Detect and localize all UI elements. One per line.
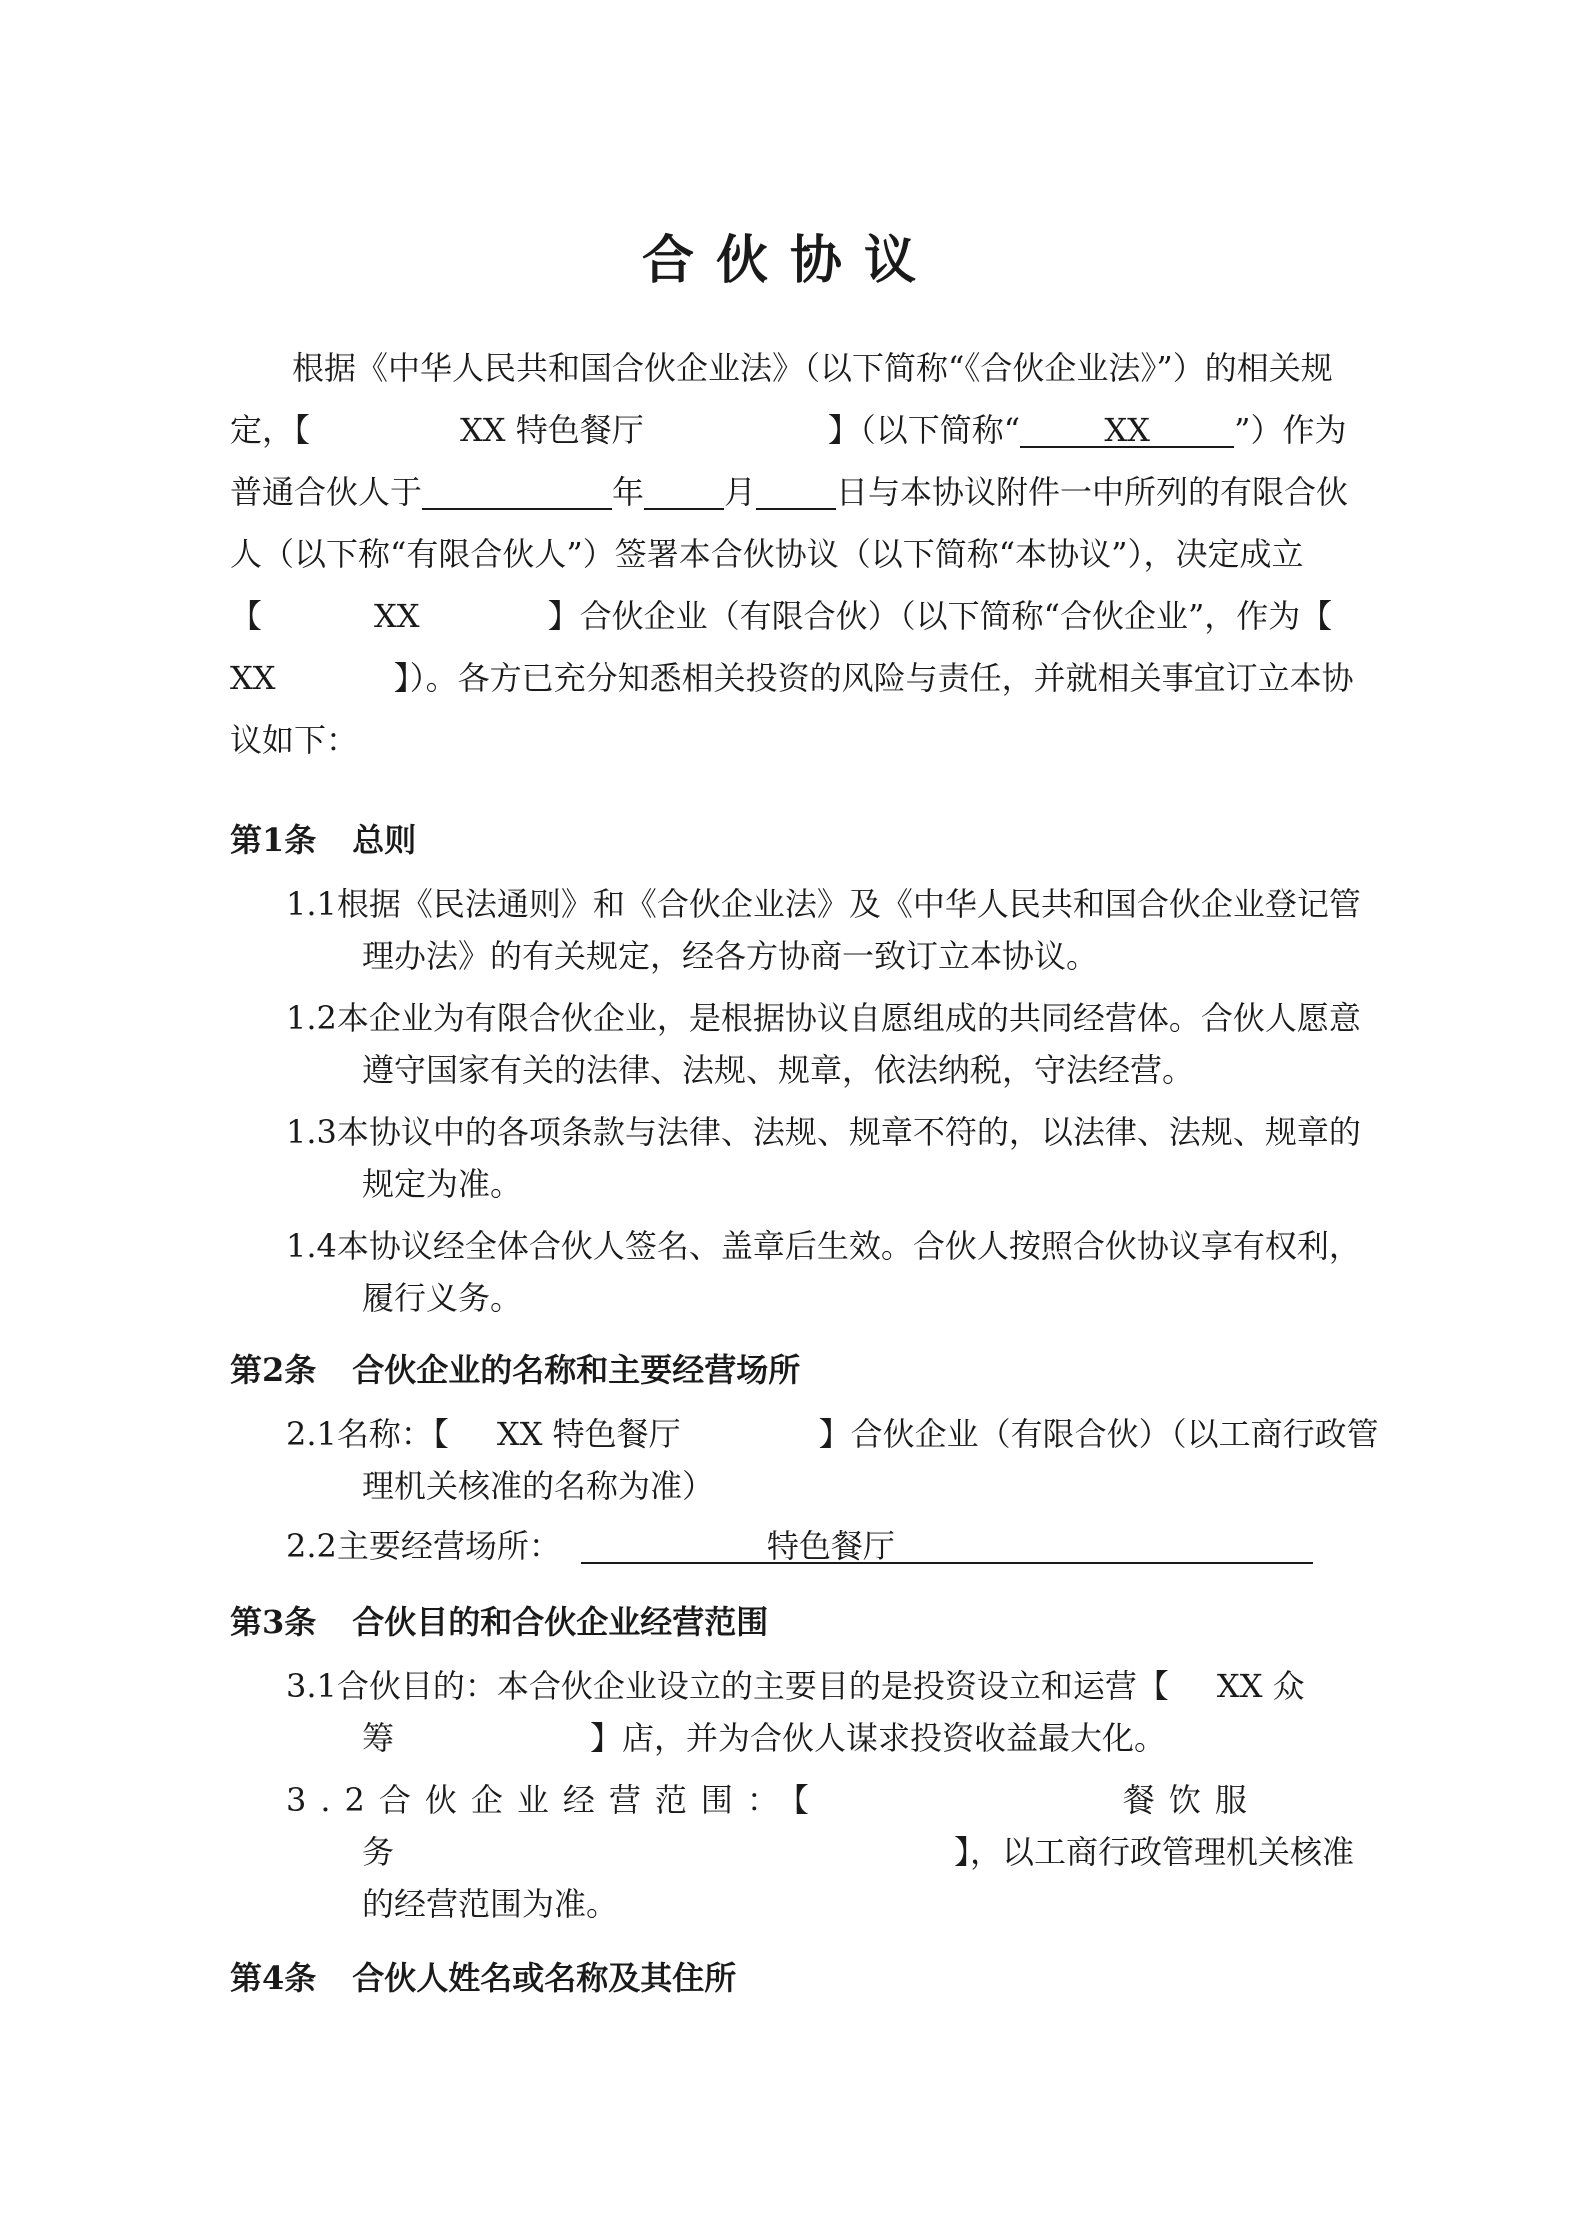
short-name: XX bbox=[1104, 411, 1150, 449]
clause-1-1-line-2: 理办法》的有关规定，经各方协商一致订立本协议。 bbox=[362, 937, 1099, 975]
intro-text: 】）。各方已充分知悉相关投资的风险与责任，并就相关事宜订立本协 bbox=[393, 659, 1354, 697]
clause-1-1-line-1: 1.1根据《民法通则》和《合伙企业法》及《中华人民共和国合伙企业登记管 bbox=[286, 885, 1361, 923]
clause-text: 3.2合伙企业经营范围：【 bbox=[286, 1781, 823, 1819]
clause-text: 2.2主要经营场所： bbox=[286, 1527, 561, 1565]
clause-3-2-line-1 bbox=[286, 1778, 1261, 1822]
article-number: 第2条 bbox=[230, 1351, 317, 1389]
company-name-blank: XX 特色餐厅 bbox=[460, 411, 644, 449]
clause-2-2-line bbox=[286, 1524, 1313, 1568]
clause-2-1-line-2: 理机关核准的名称为准） bbox=[362, 1467, 715, 1505]
intro-line-5 bbox=[230, 594, 1332, 638]
month-blank bbox=[644, 470, 724, 510]
intro-text: 定，【 bbox=[230, 411, 311, 449]
intro-text: 月 bbox=[724, 473, 757, 511]
article-title: 合伙目的和合伙企业经营范围 bbox=[352, 1603, 769, 1641]
article-title: 合伙企业的名称和主要经营场所 bbox=[352, 1351, 801, 1389]
year-blank bbox=[422, 470, 612, 510]
article-number: 第1条 bbox=[230, 821, 317, 859]
intro-text: ”）作为 bbox=[1234, 411, 1347, 449]
intro-line-4: 人（以下称“有限合伙人”）签署本合伙协议（以下简称“本协议”），决定成立 bbox=[230, 535, 1304, 573]
intro-text: 年 bbox=[612, 473, 645, 511]
business-place-blank bbox=[581, 1524, 1313, 1564]
article-2-heading bbox=[230, 1348, 800, 1392]
intro-line-6 bbox=[230, 656, 1354, 700]
clause-3-1-line-1 bbox=[286, 1664, 1305, 1708]
enterprise-name-blank: XX bbox=[374, 597, 420, 635]
intro-line-3 bbox=[230, 470, 1348, 514]
clause-3-2-line-3: 的经营范围为准。 bbox=[362, 1885, 619, 1923]
article-4-heading bbox=[230, 1956, 736, 2000]
document-title: 合伙协议 bbox=[641, 230, 938, 291]
clause-1-4-line-1: 1.4本协议经全体合伙人签名、盖章后生效。合伙人按照合伙协议享有权利， bbox=[286, 1227, 1361, 1265]
abbr-blank: XX bbox=[230, 659, 276, 697]
clause-1-3-line-2: 规定为准。 bbox=[362, 1165, 523, 1203]
clause-1-2-line-2: 遵守国家有关的法律、法规、规章，依法纳税，守法经营。 bbox=[362, 1051, 1195, 1089]
day-blank bbox=[756, 470, 836, 510]
intro-text: 普通合伙人于 bbox=[230, 473, 423, 511]
enterprise-name-blank: XX 特色餐厅 bbox=[496, 1415, 681, 1453]
intro-text: 】（以下简称“ bbox=[827, 411, 1021, 449]
article-number: 第4条 bbox=[230, 1959, 317, 1997]
clause-1-4-line-2: 履行义务。 bbox=[362, 1279, 523, 1317]
clause-1-3-line-1: 1.3本协议中的各项条款与法律、法规、规章不符的，以法律、法规、规章的 bbox=[286, 1113, 1361, 1151]
intro-text: 【 bbox=[230, 597, 263, 635]
store-name-blank: XX 众 bbox=[1216, 1667, 1305, 1705]
store-name-blank: 筹 bbox=[362, 1719, 395, 1757]
article-number: 第3条 bbox=[230, 1603, 317, 1641]
intro-line-1: 根据《中华人民共和国合伙企业法》（以下简称“《合伙企业法》”）的相关规 bbox=[292, 349, 1333, 387]
clause-1-2-line-1: 1.2本企业为有限合伙企业，是根据协议自愿组成的共同经营体。合伙人愿意 bbox=[286, 999, 1361, 1037]
clause-text: 3.1合伙目的：本合伙企业设立的主要目的是投资设立和运营【 bbox=[286, 1667, 1169, 1705]
article-title: 合伙人姓名或名称及其住所 bbox=[352, 1959, 737, 1997]
clause-text: 】合伙企业（有限合伙）（以工商行政管 bbox=[818, 1415, 1379, 1453]
article-title: 总则 bbox=[352, 821, 417, 859]
intro-line-7: 议如下： bbox=[230, 721, 359, 759]
intro-text: 】合伙企业（有限合伙）（以下简称“合伙企业”，作为【 bbox=[547, 597, 1333, 635]
intro-text: 日与本协议附件一中所列的有限合伙 bbox=[836, 473, 1349, 511]
business-scope-blank: 餐饮服 bbox=[1122, 1781, 1261, 1819]
clause-3-2-line-2 bbox=[362, 1830, 1354, 1874]
clause-text: 】店，并为合伙人谋求投资收益最大化。 bbox=[590, 1719, 1167, 1757]
clause-2-1-line-1 bbox=[286, 1412, 1379, 1456]
clause-text: 】，以工商行政管理机关核准 bbox=[954, 1833, 1355, 1871]
short-name-blank bbox=[1020, 408, 1234, 448]
article-3-heading bbox=[230, 1600, 768, 1644]
business-place: 特色餐厅 bbox=[766, 1527, 895, 1565]
business-scope-blank: 务 bbox=[362, 1833, 395, 1871]
clause-3-1-line-2 bbox=[362, 1716, 1166, 1760]
article-1-heading bbox=[230, 818, 416, 862]
clause-text: 2.1名称：【 bbox=[286, 1415, 449, 1453]
intro-line-2 bbox=[230, 408, 1347, 452]
